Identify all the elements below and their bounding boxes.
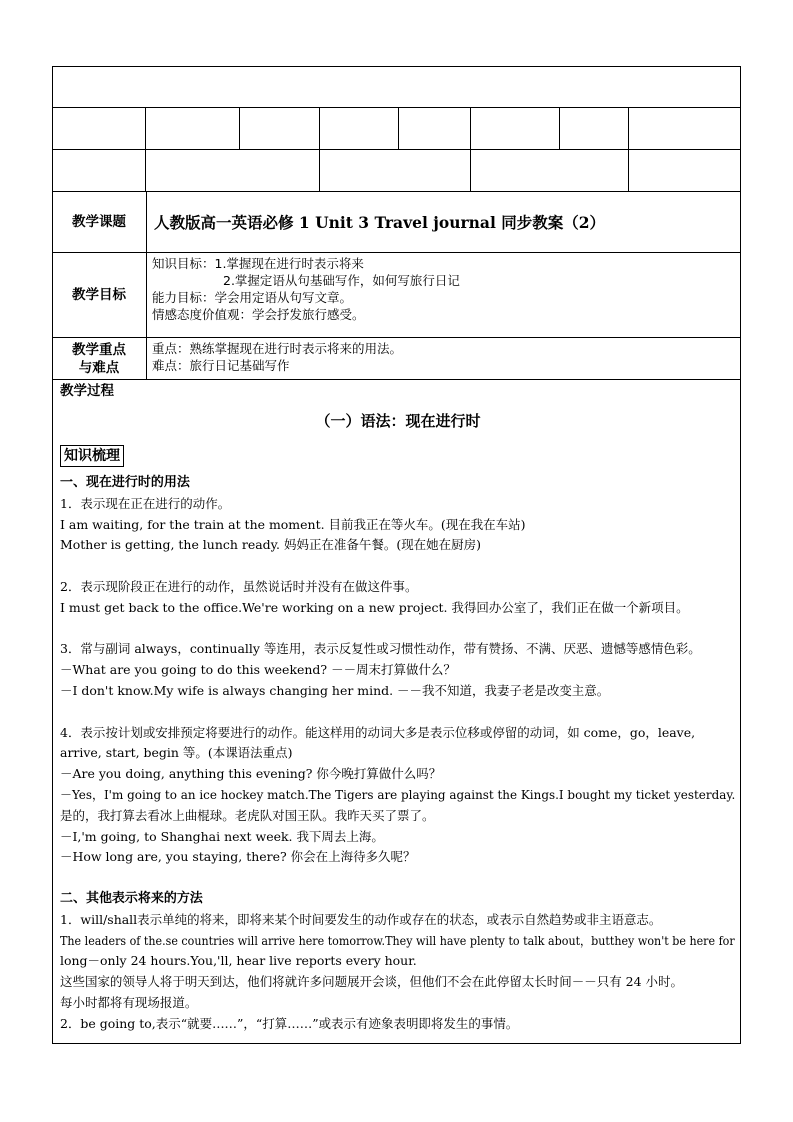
- part2-title: 二、其他表示将来的方法: [60, 890, 203, 906]
- text-line: [60, 702, 735, 723]
- goal-row: [52, 252, 741, 337]
- text-line: 1．will/shall表示单纯的将来，即将来某个时间要发生的动作或存在的状态，或表示自然趋势或非主语意志。: [60, 911, 662, 927]
- goal-label: 教学目标: [72, 287, 126, 303]
- document-page: [52, 66, 741, 1044]
- text-line: －What are you going to do this weekend? －－周末打算做什么？: [60, 662, 456, 678]
- text-line: 这些国家的领导人将于明天到达，他们将就许多问题展开会谈，但他们不会在此停留太长时间－－只有 24 小时。: [60, 974, 683, 990]
- grid-row-2: [52, 149, 741, 191]
- goal-line-1: 知识目标：1.掌握现在进行时表示将来: [152, 256, 364, 271]
- grid-row-1: [52, 107, 741, 149]
- key-line-2: 难点：旅行日记基础写作: [152, 358, 290, 373]
- text-line: 3．常与副词 always，continually 等连用，表示反复性或习惯性动作，带有赞扬、不满、厌恶、遗憾等感情色彩。: [60, 641, 701, 657]
- text-line: －I,'m going, to Shanghai next week. 我下周去上海。: [60, 828, 384, 844]
- part1-title: 一、现在进行时的用法: [60, 475, 190, 490]
- text-line: 2．be going to,表示“就要……”，“打算……”或表示有迹象表明即将发生的事情。: [60, 1015, 519, 1031]
- text-line: －I don't know.My wife is always changing her mind. －－我不知道，我妻子老是改变主意。: [60, 682, 610, 698]
- goal-line-3: 能力目标：学会用定语从句写文章。: [152, 290, 353, 305]
- text-line: I am waiting, for the train at the moment. 目前我正在等火车。(现在我在车站): [60, 516, 526, 532]
- key-label-2: 与难点: [78, 359, 120, 376]
- process-block: [52, 379, 741, 1044]
- text-line: 4．表示按计划或安排预定将要进行的动作。能这样用的动词大多是表示位移或停留的动词，如 come，go，leave,: [60, 724, 696, 740]
- text-line: 每小时都将有现场报道。: [60, 994, 198, 1010]
- goal-line-4: 情感态度价值观：学会抒发旅行感受。: [152, 307, 365, 322]
- key-row: [52, 337, 741, 379]
- key-line-1: 重点：熟练掌握现在进行时表示将来的用法。: [152, 341, 403, 356]
- key-label-1: 教学重点: [72, 341, 126, 358]
- text-line: [60, 868, 735, 889]
- blank-row: [52, 66, 741, 107]
- part2-lines: [60, 910, 736, 1035]
- text-line: Mother is getting, the lunch ready. 妈妈正在准备午餐。(现在她在厨房): [60, 537, 481, 553]
- topic-label: 教学课题: [72, 214, 126, 230]
- text-line: [60, 556, 735, 577]
- text-line: [60, 619, 735, 640]
- topic-row: [52, 191, 741, 252]
- knowledge-box-label: 知识梳理: [60, 445, 124, 467]
- text-line: long－only 24 hours.You,'ll, hear live reports every hour.: [60, 953, 417, 969]
- part1-lines: [60, 494, 736, 889]
- text-line: The leaders of the.se countries will arrive here tomorrow.They will have plenty to talk about，butthey won't be here for: [60, 932, 735, 948]
- text-line: I must get back to the office.We're working on a new project. 我得回办公室了，我们正在做一个新项目。: [60, 599, 689, 615]
- text-line: 2．表示现阶段正在进行的动作，虽然说话时并没有在做这件事。: [60, 578, 418, 594]
- section-title: （一）语法：现在进行时: [315, 412, 481, 430]
- process-heading: 教学过程: [60, 383, 114, 399]
- topic-value: 人教版高一英语必修 1 Unit 3 Travel journal 同步教案（2）: [154, 213, 606, 232]
- text-line: 1．表示现在正在进行的动作。: [60, 495, 231, 511]
- text-line: arrive, start, begin 等。(本课语法重点): [60, 745, 293, 761]
- text-line: －Yes，I'm going to an ice hockey match.The Tigers are playing against the Kings.I bought my ticket yesterday.: [60, 786, 736, 802]
- text-line: 是的，我打算去看冰上曲棍球。老虎队对国王队。我昨天买了票了。: [60, 807, 435, 823]
- text-line: －How long are, you staying, there? 你会在上海待多久呢？: [60, 849, 416, 865]
- text-line: －Are you doing, anything this evening? 你今晚打算做什么吗？: [60, 766, 442, 782]
- goal-line-2: 2.掌握定语从句基础写作，如何写旅行日记: [223, 273, 460, 288]
